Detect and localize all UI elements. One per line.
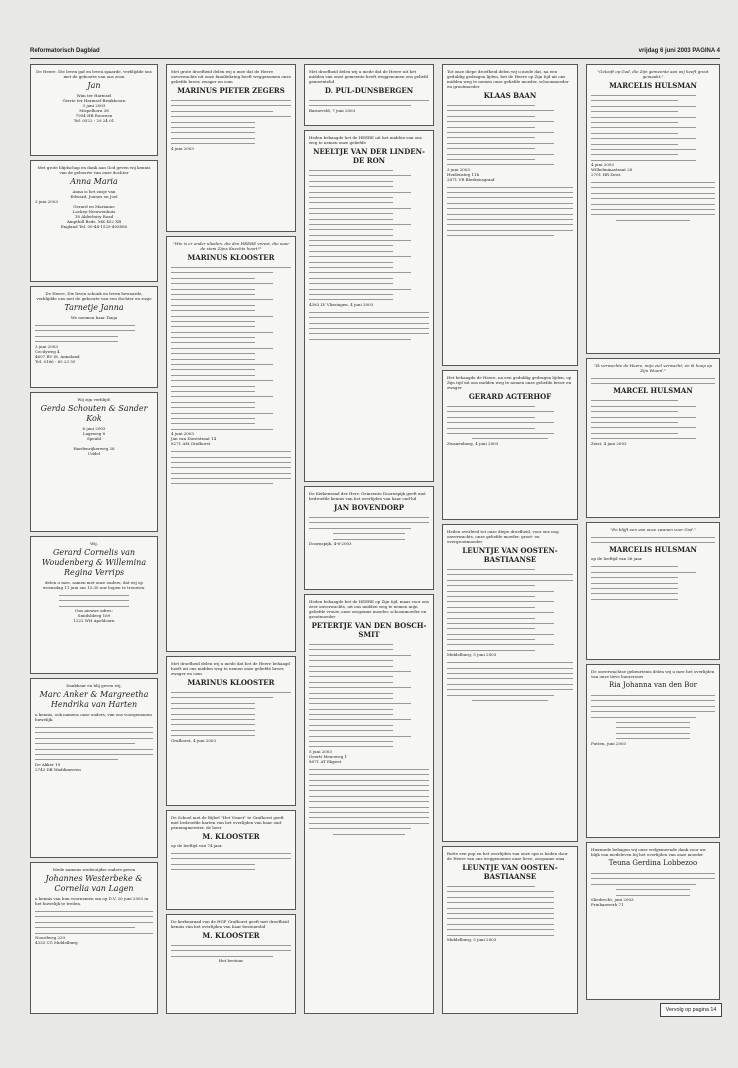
announcement-name: Jan	[87, 81, 101, 90]
continued-link[interactable]: Vervolg op pagina 14	[660, 1003, 722, 1017]
obituary: Met grote droefheid delen wij u mee dat de Heere onverwachts uit onze familiekring heeft weggenomen onze geliefde broer, zwager en oom MARINUS PIETER ZEGERS 4 juni 2003	[166, 64, 296, 232]
wedding-announcement: Wij zijn verblijd! Gerda Schouten & Sander Kok 6 juni 2003 Lageweg 8 Speuld Hardenrijkerweg 28 Uddel	[30, 392, 158, 532]
birth-announcement: De Heere, Die leven schonk en leven bewaarde, verblijdde ons met de geboorte van een dochter en zusje Tarnetje Janna We noemen haar Tanja 3 juni 2003 Cecilyweg 4 4697 RV St. Annaland Tel. 0166 - 65 23 55	[30, 286, 158, 388]
wedding-announcement: Mede namens wederzijdse ouders geven Johannes Westerbeke & Cornelia van Lagen u kennis van hun voornemen om op D.V. 20 juni 2003 in het huwelijk te treden. Noordweg 229 4333 CG Middelburg	[30, 862, 158, 1014]
page-header	[30, 48, 720, 59]
obituary: Heden behaagde het de HEERE uit het midden van ons weg te nemen onze geliefde NEELTJE VAN DER LINDEN-DE RON 4383 LV Vlissingen, 4 juni 2003	[304, 130, 434, 482]
obituary: Met droefheid delen wij u mede dat het de Heere behaagd heeft uit ons midden weg te nemen onze geliefde broer, zwager en oom MARINUS KLOOSTER Grafhorst, 4 juni 2003	[166, 656, 296, 806]
obituary: "Ik verwachte de Heere, mijn ziel verwacht; en ik hoop op Zijn Woord." MARCEL HULSMAN Zeist, 4 juni 2003	[586, 358, 720, 518]
obituary: "Gelooft op God, die Zijn gemeente aan wij heeft groot gemaakt." MARCELIS HULSMAN 4 juni 2003 Wilhelminastraat 28 2701 HR Zeist	[586, 64, 720, 354]
wedding-announcement: Dankbaar en blij geven wij, Marc Anker & Margreetha Hendrika van Harten u kennis, ook namens onze ouders, van ons voorgenomen huwelijk. De Akker 19 2743 DB Waddinxveen	[30, 678, 158, 858]
obituary: Heden behaagde het de HEERE op Zijn tijd, maar voor ons zeer onverwachts, uit ons midden weg te nemen mijn geliefde vrouw, onze zorgzame moeder, schoonmoeder en grootmoeder PETERTJE VAN DEN BOSCH-SMIT 5 juni 2003 Geertt Menoweg 1 8871 AT Ekpeet	[304, 594, 434, 1014]
obituary: Met droefheid delen wij u mede dat de Heere uit het midden van onze gemeente heeft weggenomen ons geliefd gemeentelid D. PUL-DUNSBERGEN Barneveld, 7 juni 2003	[304, 64, 434, 126]
obituary: Rotte een pop en het overlijden van onze opa is heden door de Heere van ons weggenomen onze lieve, zorgzame oma LEUNTJE VAN OOSTEN-BASTIAANSE Middelburg, 5 juni 2003	[442, 846, 578, 1014]
obituary: Het behaagde de Heere, na een geduldig gedragen lijden, op Zijn tijd uit ons midden weg te nemen onze geliefde broer en zwager GERARD AGTERHOF Zwanenburg, 4 juni 2003	[442, 370, 578, 520]
obituary: "En blijft een van onze zwanen voor God." MARCELIS HULSMAN op de leeftijd van 56 jaar.	[586, 522, 720, 660]
obituary: De Kerkenraad der Herv. Gemeente Doornspijk geeft met bedroefde kennis van het overlijden van haar oud-lid JAN BOVENDORP Doornspijk, 4-6-2003	[304, 486, 434, 590]
paper-name: Reformatorisch Dagblad	[30, 48, 100, 54]
obituary: Tot onze diepe droefheid delen wij u mede dat, na een geduldig gedragen lijden, het de Heere op Zijn tijd uit ons midden weg te nemen onze geliefde moeder, schoonmoeder en grootmoeder KLAAS BAAN 3 juni 2003 Heidensteg 11b 2871 VR Bleskensgraaf	[442, 64, 578, 366]
obituary: De kerkenraad van de HGP Grafhorst geeft met droefheid kennis van het overlijden van haar bestuurslid M. KLOOSTER Het bestuur	[166, 914, 296, 1014]
obituary: De onverwachtse gebeurtenis delen wij u mee het overlijden van onze lieve buurvrouw Ria Johanna van den Bor Putten, juni 2003	[586, 664, 720, 838]
acknowledgement: Hiermede behagen wij onze welgemeende dank voor uw blijk van medeleven bij het overlijden van onze moeder Teuna Gerdina Lobbezoo Sliedrecht, juni 2003 Prinhanwerk 71	[586, 842, 720, 1000]
wedding-announcement: Wij, Gerard Cornelis van Woudenberg & Willemina Regina Verrips delen u mee, samen met onze ouders, dat wij op woensdag 11 juni om 13.30 uur hopen te trouwen. Ons nieuwe adres: Smidsbleeg 169 1222 WH Apeldoorn	[30, 536, 158, 674]
birth-announcement: De Heere. Die leven gaf en leven spaarde, verblijdde ons met de geboorte van ons zoon Jan Wim ter Harmsel Gerrie ter Harmsel-Brinkhoorn 3 juni 2003 Mispelhorn 38 7954 HB Rouveen Tel. 0522 - 29 24 01	[30, 64, 158, 156]
obituary: "Wie is er onder ulieden, die den HEERE vreest, die naar de stem Zijns Knechts hoort?" MARINUS KLOOSTER 4 juni 2003 Jan van Dieststraat 14 8271 AM Grafhorst	[166, 236, 296, 652]
obituary: Heden overleed tot onze diepe droefheid, voor ons nog onverwachts, onze geliefde moeder, groot- en overgrootmoeder LEUNTJE VAN OOSTEN-BASTIAANSE Middelburg, 5 juni 2003	[442, 524, 578, 842]
obituary: De School met de Bijbel "Het Visnet" te Grafhorst geeft met bedroefde harten van het overlijden van haar oud-penningmeester, de heer M. KLOOSTER op de leeftijd van 74 jaar.	[166, 810, 296, 910]
date-page: vrijdag 6 juni 2003 PAGINA 4	[638, 48, 720, 54]
birth-announcement: Met grote blijdschap en dank aan God geven wij kennis van de geboorte van onze dochter Anna Maria Anna is het zusje van Edward, Jonnes en Joel 3 juni 2003 Gerard en Marianne Lockey-Nieuwenhuis 18 Alderbury Road Ampthill Beds. MK 452 XB England Tel. 00-44-1525-405880	[30, 160, 158, 282]
